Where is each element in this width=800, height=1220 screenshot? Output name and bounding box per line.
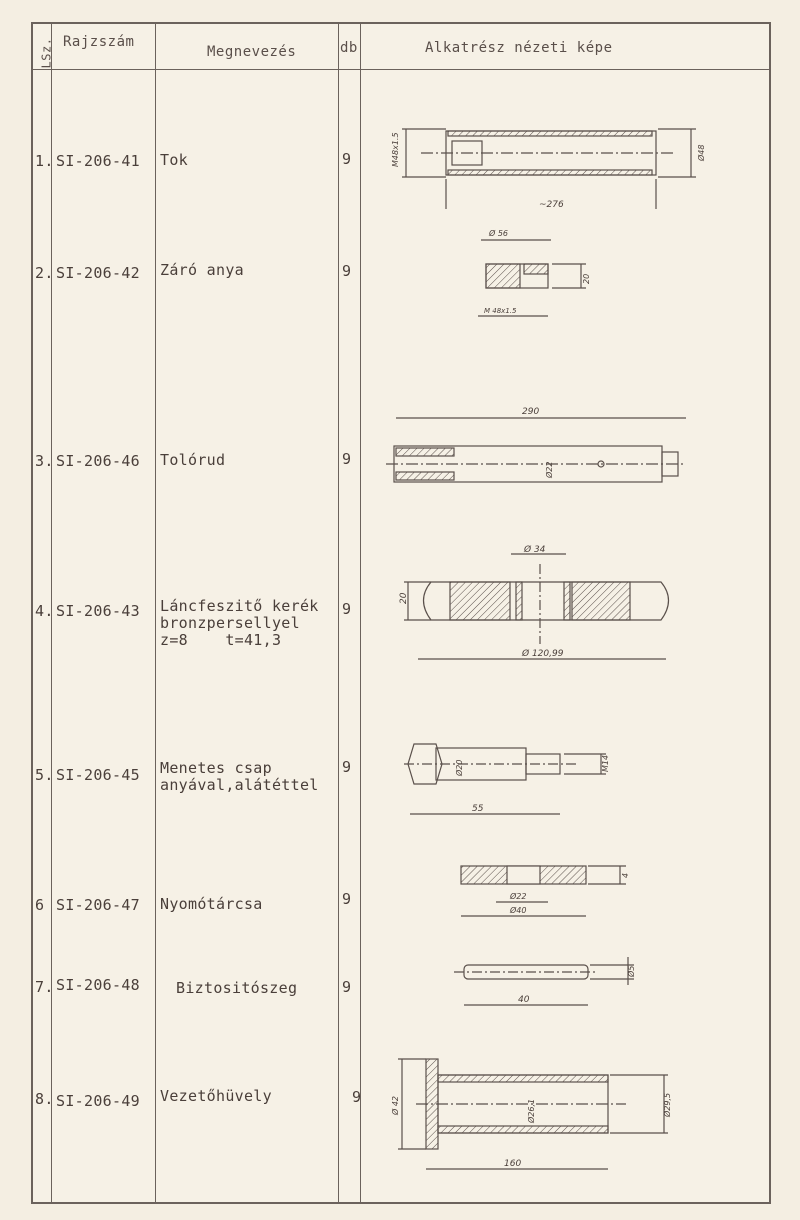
parts-list-sheet — [31, 22, 771, 1204]
part-name-line: Menetes csap — [160, 759, 272, 777]
dim-label: Ø48 — [697, 144, 706, 161]
part-name-line: anyával,alátéttel — [160, 776, 319, 794]
dim-label: Ø20 — [455, 759, 464, 776]
quantity: 9 — [342, 450, 352, 468]
dim-label: Ø 42 — [391, 1095, 400, 1115]
row-number: 7. — [35, 978, 54, 996]
header-divider — [33, 69, 769, 70]
part-name: Biztositószeg — [176, 979, 298, 997]
dim-label: Ø 120,99 — [522, 649, 564, 659]
drawing-number: SI-206-42 — [56, 264, 140, 282]
header-megnevezes: Megnevezés — [207, 44, 297, 60]
dim-label: M 48x1.5 — [484, 307, 517, 315]
quantity: 9 — [342, 890, 352, 908]
drawing-number: SI-206-46 — [56, 452, 140, 470]
part-name-line: bronzpersellyel — [160, 614, 300, 632]
row-number: 6 — [35, 896, 45, 914]
part-name: Vezetőhüvely — [160, 1087, 272, 1105]
drawing-number: SI-206-43 — [56, 602, 140, 620]
quantity: 9 — [342, 758, 352, 776]
header-alkatresz: Alkatrész nézeti képe — [425, 40, 613, 56]
dim-label: Ø22 — [545, 461, 554, 478]
drawing-number: SI-206-49 — [56, 1092, 140, 1110]
dim-label: 20 — [399, 592, 409, 604]
dim-label: Ø 56 — [489, 229, 509, 238]
part-spec-line: z=8 t=41,3 — [160, 631, 282, 649]
dim-label: Ø5 — [627, 965, 636, 977]
header-db: db — [340, 40, 358, 56]
part-name: Záró anya — [160, 261, 244, 279]
row-number: 4. — [35, 602, 54, 620]
quantity: 9 — [342, 600, 352, 618]
drawing-nyomotarcsa — [376, 854, 746, 934]
quantity: 9 — [342, 262, 352, 280]
drawing-lancfeszito-kerek — [376, 544, 746, 684]
drawing-tok — [376, 119, 746, 209]
drawing-biztositoszeg — [376, 949, 746, 1019]
part-name: Tolórud — [160, 451, 226, 469]
drawing-number: SI-206-48 — [56, 976, 140, 994]
quantity: 9 — [352, 1088, 362, 1106]
dim-label: 160 — [504, 1159, 522, 1169]
dim-label: 55 — [472, 804, 484, 814]
drawing-number: SI-206-41 — [56, 152, 140, 170]
part-name: Nyomótárcsa — [160, 895, 263, 913]
dim-label: 40 — [518, 995, 530, 1005]
dim-label: Ø26,1 — [527, 1098, 536, 1123]
drawing-tolorud — [376, 404, 746, 494]
dim-label: M48x1.5 — [391, 132, 400, 167]
row-number: 5. — [35, 766, 54, 784]
part-name — [160, 598, 319, 649]
dim-label: Ø40 — [510, 906, 527, 915]
column-divider — [338, 24, 339, 1202]
dim-label: 20 — [582, 273, 591, 284]
header-rajzszam: Rajzszám — [63, 34, 135, 50]
column-divider — [360, 24, 361, 1202]
row-number: 1. — [35, 152, 54, 170]
drawing-menetes-csap — [376, 724, 746, 824]
part-name: Tok — [160, 151, 188, 169]
row-number: 8. — [35, 1090, 54, 1108]
dim-label: Ø 34 — [524, 545, 546, 555]
dim-label: Ø29,5 — [663, 1092, 672, 1117]
header-lsz: LSz. — [39, 37, 54, 69]
row-number: 3. — [35, 452, 54, 470]
part-name-line: Láncfeszitő kerék — [160, 597, 319, 615]
quantity: 9 — [342, 150, 352, 168]
drawing-vezetohuvely — [376, 1049, 746, 1179]
row-number: 2. — [35, 264, 54, 282]
quantity: 9 — [342, 978, 352, 996]
dim-label: M14 — [601, 754, 610, 772]
dim-label: ~276 — [539, 200, 564, 209]
drawing-number: SI-206-45 — [56, 766, 140, 784]
drawing-number: SI-206-47 — [56, 896, 140, 914]
dim-label: 4 — [621, 872, 630, 878]
dim-label: 290 — [522, 407, 540, 417]
dim-label: Ø22 — [510, 892, 527, 901]
drawing-zaro-anya — [376, 222, 746, 327]
part-name — [160, 760, 319, 794]
column-divider — [155, 24, 156, 1202]
